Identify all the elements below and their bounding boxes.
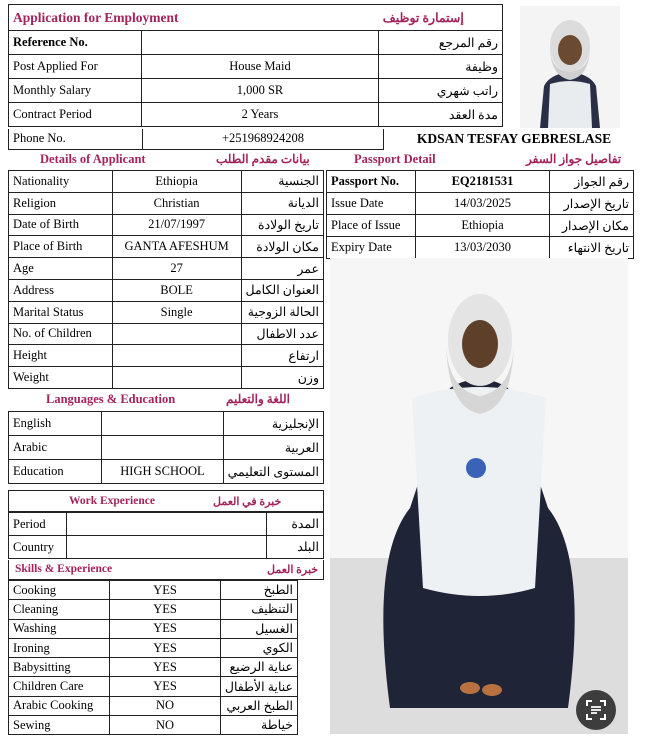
row-label: Cooking (9, 581, 110, 600)
row-label-ar: عدد الاطفال (241, 323, 324, 345)
row-label-ar: الغسيل (220, 619, 297, 638)
row-label-ar: تاريخ الإصدار (550, 193, 634, 215)
row-value: GANTA AFESHUM (112, 236, 241, 258)
row-value (112, 345, 241, 367)
row-label: Weight (9, 367, 113, 389)
details-table (8, 170, 324, 389)
row-label: Education (9, 460, 102, 484)
row-label: Arabic Cooking (9, 696, 110, 715)
row-value: YES (110, 638, 221, 657)
skills-heading (8, 560, 324, 580)
phone-value: +251968924208 (143, 129, 384, 149)
table-row (9, 677, 298, 696)
salary-value: 1,000 SR (141, 79, 379, 103)
row-label: Place of Birth (9, 236, 113, 258)
row-label-ar: رقم الجواز (550, 171, 634, 193)
row-value: YES (110, 619, 221, 638)
details-heading (8, 150, 324, 170)
post-label: Post Applied For (9, 55, 142, 79)
table-row (9, 192, 324, 214)
passport-heading-en: Passport Detail (354, 152, 436, 166)
work-heading (8, 490, 324, 512)
row-label: Issue Date (327, 193, 416, 215)
row-label: Arabic (9, 436, 102, 460)
row-label: Age (9, 258, 113, 280)
row-label-ar: الطبخ العربي (220, 696, 297, 715)
row-value: EQ2181531 (416, 171, 550, 193)
row-label-ar: البلد (267, 536, 324, 559)
row-label: Religion (9, 192, 113, 214)
contract-value: 2 Years (141, 103, 379, 127)
passport-heading-ar: تفاصيل جواز السفر (526, 152, 622, 166)
row-value (66, 536, 267, 559)
table-row (9, 323, 324, 345)
table-row (9, 345, 324, 367)
table-row (9, 279, 324, 301)
table-row (327, 215, 634, 237)
row-value: NO (110, 696, 221, 715)
passport-heading (326, 150, 634, 170)
applicant-photo-small (520, 6, 620, 128)
row-value: 14/03/2025 (416, 193, 550, 215)
row-label-ar: خياطة (220, 716, 297, 735)
row-label: English (9, 412, 102, 436)
post-value: House Maid (141, 55, 379, 79)
row-value: 13/03/2030 (416, 237, 550, 259)
details-heading-en: Details of Applicant (40, 152, 146, 166)
applicant-name: KDSAN TESFAY GEBRESLASE (416, 131, 612, 146)
reference-label: Reference No. (9, 31, 142, 55)
table-row (9, 460, 324, 484)
row-value: 27 (112, 258, 241, 280)
row-label-ar: عناية الأطفال (220, 677, 297, 696)
row-label-ar: مكان الولادة (241, 236, 324, 258)
row-label-ar: الكوي (220, 638, 297, 657)
table-row (9, 696, 298, 715)
row-label-ar: الطبخ (220, 581, 297, 600)
row-value (66, 513, 267, 536)
row-label: Passport No. (327, 171, 416, 193)
row-label: Nationality (9, 171, 113, 193)
row-value: Ethiopia (416, 215, 550, 237)
post-label-ar: وظيفة (379, 55, 503, 79)
row-label-ar: الحالة الزوجية (241, 301, 324, 323)
row-value: Christian (112, 192, 241, 214)
skills-heading-en: Skills & Experience (15, 563, 113, 575)
row-value: YES (110, 581, 221, 600)
table-row (9, 716, 298, 735)
row-value: NO (110, 716, 221, 735)
row-value: Ethiopia (112, 171, 241, 193)
table-row (9, 436, 324, 460)
row-label: Babysitting (9, 658, 110, 677)
row-label: Children Care (9, 677, 110, 696)
table-row (9, 367, 324, 389)
row-label-ar: الجنسية (241, 171, 324, 193)
row-value: BOLE (112, 279, 241, 301)
row-label: No. of Children (9, 323, 113, 345)
row-label-ar: العربية (223, 436, 323, 460)
row-label-ar: عمر (241, 258, 324, 280)
languages-heading (8, 390, 324, 410)
row-label: Ironing (9, 638, 110, 657)
skills-table (8, 580, 298, 735)
table-row (327, 237, 634, 259)
table-row (9, 214, 324, 236)
row-value: 21/07/1997 (112, 214, 241, 236)
reference-value (141, 31, 379, 55)
table-row (9, 412, 324, 436)
row-label-ar: المدة (267, 513, 324, 536)
row-label-ar: مكان الإصدار (550, 215, 634, 237)
row-label: Place of Issue (327, 215, 416, 237)
languages-heading-en: Languages & Education (46, 392, 176, 406)
languages-heading-ar: اللغة والتعليم (226, 392, 290, 406)
table-row (327, 193, 634, 215)
row-label-ar: التنظيف (220, 600, 297, 619)
work-table (8, 512, 324, 559)
salary-label: Monthly Salary (9, 79, 142, 103)
table-row (9, 536, 324, 559)
reference-label-ar: رقم المرجع (379, 31, 503, 55)
row-label-ar: تاريخ الانتهاء (550, 237, 634, 259)
row-label: Height (9, 345, 113, 367)
table-row (9, 619, 298, 638)
row-label: Date of Birth (9, 214, 113, 236)
title-en: Application for Employment (9, 5, 379, 31)
row-label-ar: الديانة (241, 192, 324, 214)
row-value (112, 323, 241, 345)
phone-label: Phone No. (9, 129, 143, 149)
table-row (9, 171, 324, 193)
languages-table (8, 411, 324, 484)
row-value: Single (112, 301, 241, 323)
table-row (9, 600, 298, 619)
row-value (102, 436, 223, 460)
row-label: Cleaning (9, 600, 110, 619)
table-row (327, 171, 634, 193)
table-row (9, 581, 298, 600)
row-label-ar: تاريخ الولادة (241, 214, 324, 236)
top-info-table (8, 4, 503, 127)
scan-text-icon[interactable] (576, 690, 616, 730)
skills-heading-ar: خبرة العمل (267, 564, 319, 576)
row-label-ar: المستوى التعليمي (223, 460, 323, 484)
row-value: HIGH SCHOOL (102, 460, 223, 484)
row-label-ar: ارتفاع (241, 345, 324, 367)
table-row (9, 513, 324, 536)
table-row (9, 258, 324, 280)
row-label: Period (9, 513, 67, 536)
title-ar: إستمارة توظيف (379, 5, 503, 31)
row-label: Washing (9, 619, 110, 638)
row-label: Expiry Date (327, 237, 416, 259)
table-row (9, 658, 298, 677)
row-label-ar: عناية الرضيع (220, 658, 297, 677)
table-row (9, 301, 324, 323)
table-row (9, 236, 324, 258)
contract-label-ar: مدة العقد (379, 103, 503, 127)
passport-table (326, 170, 634, 259)
row-label-ar: الإنجليزية (223, 412, 323, 436)
phone-table (8, 129, 384, 150)
applicant-photo-large (330, 258, 628, 734)
row-label: Marital Status (9, 301, 113, 323)
work-heading-en: Work Experience (69, 495, 155, 507)
row-value (102, 412, 223, 436)
row-value: YES (110, 600, 221, 619)
row-label-ar: العنوان الكامل (241, 279, 324, 301)
row-label: Address (9, 279, 113, 301)
row-label-ar: وزن (241, 367, 324, 389)
row-value (112, 367, 241, 389)
row-label: Sewing (9, 716, 110, 735)
table-row (9, 638, 298, 657)
work-heading-ar: خبرة في العمل (213, 496, 282, 508)
contract-label: Contract Period (9, 103, 142, 127)
row-label: Country (9, 536, 67, 559)
row-value: YES (110, 677, 221, 696)
details-heading-ar: بيانات مقدم الطلب (216, 152, 310, 166)
row-value: YES (110, 658, 221, 677)
salary-label-ar: راتب شهري (379, 79, 503, 103)
